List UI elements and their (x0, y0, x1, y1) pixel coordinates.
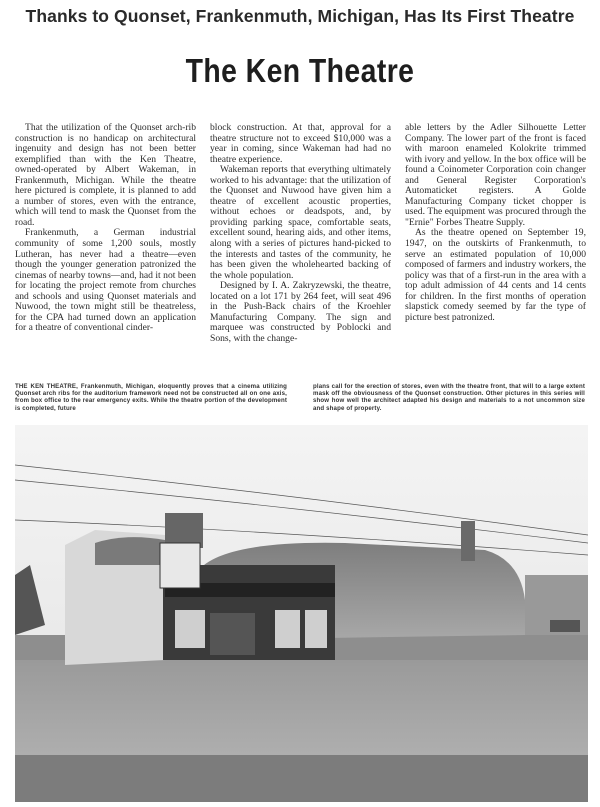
entrance-doors (210, 613, 255, 655)
paragraph: That the utilization of the Quonset arch-rib construction is no handicap on architectural ingenuity and design has not been better exemplified than with the Ken Theatre, owned-operated by Albert Wakeman, in Frankenmuth, Michigan. While the theatre here pictured is complete, it is planned to add a number of stores, even with the entrance, which will tend to mask the Quonset from the road. (15, 122, 196, 228)
photo-caption-left (15, 383, 287, 412)
paragraph: Designed by I. A. Zakryzewski, the theatre, located on a lot 171 by 264 feet, will seat 496 in the Push-Back chairs of the Kroehler Manufacturing Company. The sign and marquee was constructed by Poblocki and Sons, with the change- (210, 280, 391, 344)
poster-case (275, 610, 300, 648)
caption-lead: THE KEN THEATRE, (15, 383, 78, 390)
paragraph: Frankenmuth, a German industrial community of some 1,200 souls, mostly Lutheran, has never had a theatre—even though the younger generation patronized the cinemas of nearby towns—and, had it not been for locating the project remote from churches and schools and using Quonset materials and Nuwood, the town might still be theatreless, for the CPA had turned down an application for a theatre of conventional cinder- (15, 227, 196, 334)
poster-case (305, 610, 327, 648)
parked-car (550, 620, 580, 632)
sign-board (160, 543, 200, 588)
chimney (461, 521, 475, 561)
paragraph: As the theatre opened on September 19, 1947, on the outskirts of Frankenmuth, to serve an estimated population of 10,000 composed of farmers and industry workers, the policy was that of a first-run in the area with a top adult admission of 44 cents and 14 cents for children. In the first months of operation slapstick comedy seemed by far the type of picture best patronized. (405, 227, 586, 323)
article-column-1 (15, 123, 196, 334)
theatre-photo (15, 425, 588, 802)
paragraph: block construction. At that, approval for a theatre structure not to exceed $10,000 was a year in coming, since Wakeman had had no theatre experience. (210, 122, 391, 165)
article-title: The Ken Theatre (185, 52, 415, 89)
article-kicker: Thanks to Quonset, Frankenmuth, Michigan, Has Its First Theatre (25, 6, 575, 26)
photo-caption-right: plans call for the erection of stores, even with the theatre front, that will to a large extent mask off the obviousness of the Quonset construction. Other pictures in this series will show how well the architect adapted his design and materials to a not uncommon size and shape of property. (313, 383, 585, 412)
foreground-road (15, 755, 588, 802)
article-column-2 (210, 123, 391, 344)
caption-text: Frankenmuth, Michigan, eloquently proves that a cinema utilizing Quonset arch ribs for the auditorium framework need not be constructed all on one axis, from box office to the rear emergency exits. While the theatre portion of the development is completed, future (15, 383, 288, 412)
poster-case (175, 610, 205, 648)
paragraph: able letters by the Adler Silhouette Letter Company. The lower part of the front is faced with maroon enameled Kolokrite trimmed with ivory and yellow. In the box office will be found a Coinometer Corporation coin changer and General Register Corporation's Automaticket registers. A Golde Manufacturing Company ticket chopper is used. The equipment was procured through the "Ernie" Forbes Theatre Supply. (405, 122, 586, 228)
paragraph: Wakeman reports that everything ultimately worked to his advantage: that the utilization of the Quonset and Nuwood have given him a theatre of excellent acoustic properties, without echoes or deadspots, and, by providing parking space, comfortable seats, excellent sound, hearing aids, and other items, along with a series of pictures hand-picked to the interests and tastes of the community, he has been given the wholehearted backing of the whole population. (210, 164, 391, 281)
article-column-3 (405, 123, 586, 323)
